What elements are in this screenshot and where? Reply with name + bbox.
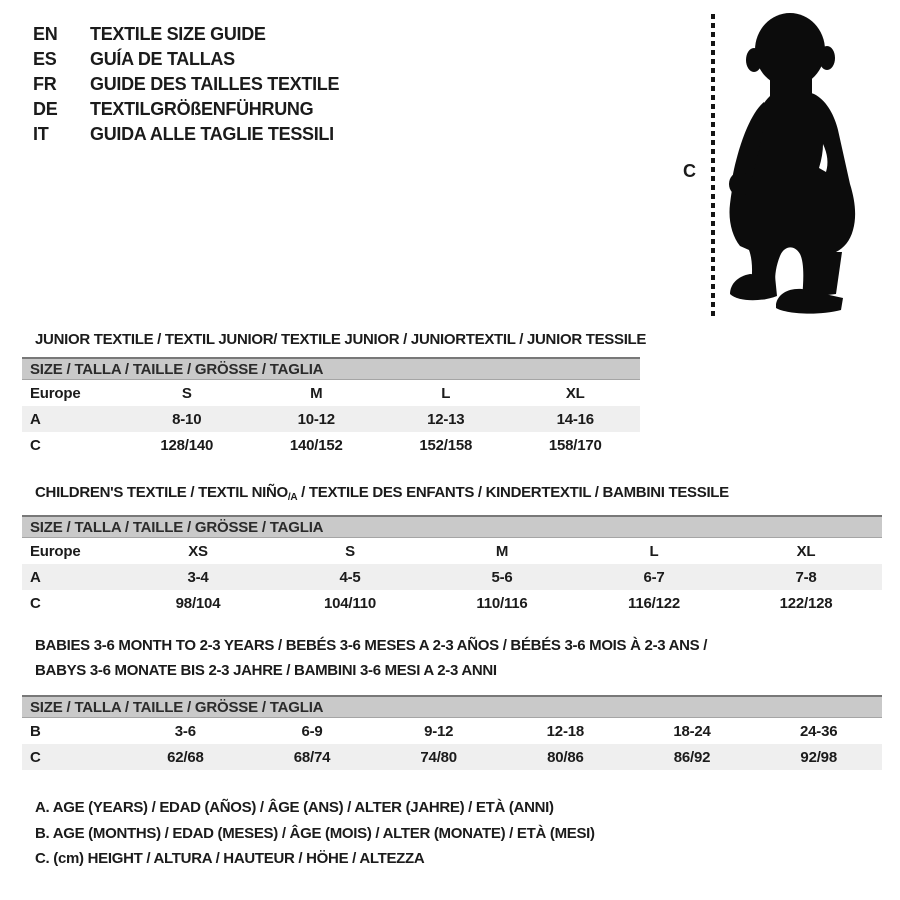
table-cell: 68/74 <box>293 748 331 766</box>
row-label: C <box>30 594 41 612</box>
table-cell: 104/110 <box>324 594 376 612</box>
table-cell: 80/86 <box>547 748 584 766</box>
junior-size-table <box>22 357 640 458</box>
footnote-c: C. (cm) HEIGHT / ALTURA / HAUTEUR / HÖHE / ALTEZZA <box>35 850 425 867</box>
table-cell: S <box>181 384 192 402</box>
table-row-height <box>22 744 882 770</box>
babies-section-title <box>35 633 735 683</box>
table-cell: 3-6 <box>174 722 196 740</box>
table-cell: 10-12 <box>297 410 335 428</box>
table-cell: 128/140 <box>160 436 214 454</box>
table-cell: 4-5 <box>339 568 361 586</box>
junior-section-title: JUNIOR TEXTILE / TEXTIL JUNIOR/ TEXTILE JUNIOR / JUNIORTEXTIL / JUNIOR TESSILE <box>35 331 647 348</box>
table-row-height <box>22 590 882 616</box>
lang-code: FR <box>33 74 57 94</box>
lang-title: TEXTILGRÖßENFÜHRUNG <box>90 99 314 119</box>
row-label: C <box>30 436 41 454</box>
table-cell: 98/104 <box>175 594 221 612</box>
children-title-before: CHILDREN'S TEXTILE / TEXTIL NIÑO <box>35 484 288 501</box>
table-row-age <box>22 564 882 590</box>
table-row-europe <box>22 380 640 406</box>
row-label: A <box>30 568 41 586</box>
table-cell: 3-4 <box>187 568 209 586</box>
table-cell: 18-24 <box>673 722 711 740</box>
toddler-silhouette-icon <box>722 8 890 316</box>
table-cell: 152/158 <box>419 436 473 454</box>
table-cell: L <box>441 384 451 402</box>
children-title-after: / TEXTILE DES ENFANTS / KINDERTEXTIL / BAMBINI TESSILE <box>297 484 729 501</box>
table-cell: XL <box>565 384 585 402</box>
table-rows <box>22 380 640 458</box>
table-row-months <box>22 718 882 744</box>
table-cell: 24-36 <box>800 722 838 740</box>
table-cell: XS <box>188 542 208 560</box>
table-cell: 122/128 <box>779 594 833 612</box>
lang-row-it <box>33 122 339 147</box>
table-cell: M <box>495 542 509 560</box>
table-cell: S <box>345 542 355 560</box>
table-cell: 116/122 <box>628 594 680 612</box>
row-label: Europe <box>30 384 81 402</box>
table-cell: 62/68 <box>167 748 204 766</box>
lang-code: DE <box>33 99 58 119</box>
table-cell: M <box>310 384 323 402</box>
table-cell: 8-10 <box>172 410 202 428</box>
table-row-europe <box>22 538 882 564</box>
lang-code: IT <box>33 124 49 144</box>
lang-title: GUIDA ALLE TAGLIE TESSILI <box>90 124 334 144</box>
table-cell: 6-7 <box>643 568 665 586</box>
table-cell: L <box>649 542 659 560</box>
row-label: B <box>30 722 41 740</box>
table-row-height <box>22 432 640 458</box>
table-cell: 92/98 <box>800 748 837 766</box>
lang-row-fr <box>33 72 339 97</box>
table-cell: 110/116 <box>476 594 528 612</box>
table-cell: 14-16 <box>556 410 594 428</box>
table-row-age <box>22 406 640 432</box>
children-size-table <box>22 515 882 616</box>
babies-title-line1: BABIES 3-6 MONTH TO 2-3 YEARS / BEBÉS 3-6 MESES A 2-3 AÑOS / BÉBÉS 3-6 MOIS À 2-3 ANS / <box>35 637 708 654</box>
language-title-list <box>33 22 339 147</box>
babies-size-table <box>22 695 882 770</box>
row-label: C <box>30 748 41 766</box>
table-cell: 5-6 <box>491 568 513 586</box>
lang-title: GUÍA DE TALLAS <box>90 49 235 69</box>
babies-title-line2: BABYS 3-6 MONATE BIS 2-3 JAHRE / BAMBINI 3-6 MESI A 2-3 ANNI <box>35 662 497 679</box>
table-cell: XL <box>796 542 816 560</box>
lang-code: ES <box>33 49 57 69</box>
height-measure-label: C <box>683 161 696 181</box>
lang-row-es <box>33 47 339 72</box>
table-cell: 158/170 <box>548 436 602 454</box>
footnotes <box>35 795 595 872</box>
children-section-title <box>35 480 729 510</box>
table-cell: 7-8 <box>795 568 817 586</box>
footnote-a: A. AGE (YEARS) / EDAD (AÑOS) / ÂGE (ANS) / ALTER (JAHRE) / ETÀ (ANNI) <box>35 799 554 816</box>
table-cell: 12-13 <box>427 410 465 428</box>
table-rows <box>22 718 882 770</box>
table-cell: 140/152 <box>289 436 343 454</box>
table-cell: 6-9 <box>301 722 323 740</box>
lang-row-de <box>33 97 339 122</box>
row-label: Europe <box>30 542 81 560</box>
table-cell: 12-18 <box>546 722 585 740</box>
lang-title: GUIDE DES TAILLES TEXTILE <box>90 74 340 94</box>
size-header-bar: SIZE / TALLA / TAILLE / GRÖSSE / TAGLIA <box>22 357 640 380</box>
lang-title: TEXTILE SIZE GUIDE <box>90 24 266 44</box>
lang-code: EN <box>33 24 58 44</box>
footnote-b: B. AGE (MONTHS) / EDAD (MESES) / ÂGE (MOIS) / ALTER (MONATE) / ETÀ (MESI) <box>35 824 595 842</box>
children-title-subscript: /A <box>287 492 298 503</box>
table-cell: 9-12 <box>424 722 454 740</box>
size-header-bar: SIZE / TALLA / TAILLE / GRÖSSE / TAGLIA <box>22 515 882 538</box>
row-label: A <box>30 410 41 428</box>
table-rows <box>22 538 882 616</box>
table-cell: 74/80 <box>420 748 457 766</box>
table-cell: 86/92 <box>673 748 711 766</box>
height-dotted-line <box>711 14 715 318</box>
size-header-bar: SIZE / TALLA / TAILLE / GRÖSSE / TAGLIA <box>22 695 882 718</box>
lang-row-en <box>33 22 339 47</box>
